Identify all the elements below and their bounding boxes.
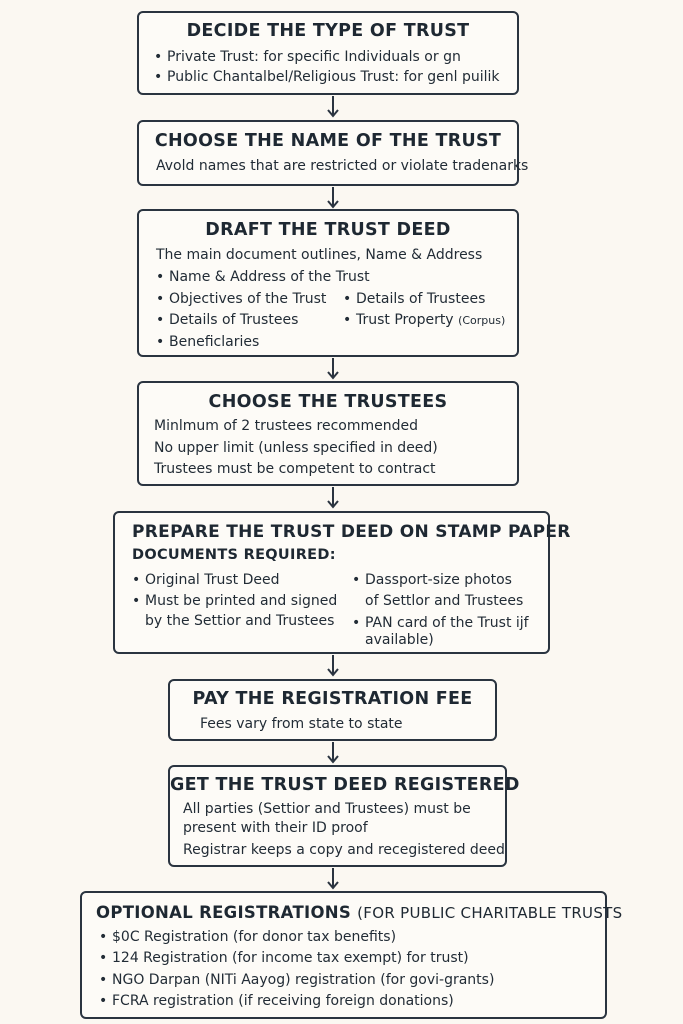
step-get-registered	[168, 765, 520, 867]
step-description: All parties (Settior and Trustees) must be	[183, 801, 471, 817]
bullet-item: • Must be printed and signed	[145, 593, 337, 609]
bullet-continuation: of Settlor and Trustees	[365, 593, 524, 609]
step-description: The main document outlines, Name & Address	[156, 247, 483, 263]
step-description: Avold names that are restricted or violate tradenarks	[156, 158, 529, 174]
step-description: present with their ID proof	[183, 820, 368, 836]
step-pay-fee	[168, 679, 497, 741]
down-arrow-icon	[325, 96, 328, 114]
documents-required-heading: DOCUMENTS REQUIRED:	[132, 547, 336, 563]
bullet-item: • NGO Darpan (NITi Aayog) registration (for govi-grants)	[112, 972, 494, 988]
bullet-item: • Details of Trustees	[356, 291, 485, 307]
down-arrow-icon	[325, 487, 328, 505]
step-description: Registrar keeps a copy and recegistered deed	[183, 842, 505, 858]
step-description: Minlmum of 2 trustees recommended	[154, 418, 418, 434]
bullet-item: • PAN card of the Trust ijf	[365, 615, 529, 631]
bullet-item	[356, 312, 505, 328]
down-arrow-icon	[325, 868, 328, 886]
bullet-note: (Corpus)	[458, 314, 506, 327]
bullet-item: • $0C Registration (for donor tax benefits)	[112, 929, 396, 945]
step-title: CHOOSE THE NAME OF THE TRUST	[154, 131, 502, 151]
step-description: No upper limit (unless specified in deed)	[154, 440, 438, 456]
step-title: DECIDE THE TYPE OF TRUST	[186, 21, 470, 41]
bullet-item: • 124 Registration (for income tax exempt) for trust)	[112, 950, 469, 966]
down-arrow-icon	[325, 742, 328, 760]
step-title: PAY THE REGISTRATION FEE	[192, 689, 473, 709]
step-decide-type	[137, 11, 519, 95]
bullet-item: • Details of Trustees	[169, 312, 298, 328]
bullet-item: • Public Chantalbel/Religious Trust: for genl puilik	[167, 69, 500, 85]
step-title: CHOOSE THE TRUSTEES	[208, 392, 448, 412]
bullet-continuation: available)	[365, 632, 434, 648]
bullet-continuation: by the Settior and Trustees	[145, 613, 335, 629]
step-title: PREPARE THE TRUST DEED ON STAMP PAPER	[132, 522, 571, 542]
bullet-text: Trust Property	[356, 312, 454, 328]
step-description: Trustees must be competent to contract	[154, 461, 436, 477]
step-title-paren: (FOR PUBLIC CHARITABLE TRUSTS	[357, 904, 623, 922]
down-arrow-icon	[325, 655, 328, 673]
down-arrow-icon	[325, 358, 328, 376]
step-choose-name	[137, 120, 529, 186]
bullet-item: • Dassport-size photos	[365, 572, 512, 588]
down-arrow-icon	[325, 187, 328, 205]
step-title: DRAFT THE TRUST DEED	[205, 220, 451, 240]
step-draft-deed	[137, 209, 519, 357]
step-optional-registrations	[80, 891, 623, 1019]
bullet-item: • Private Trust: for specific Individuals or gn	[167, 49, 461, 65]
bullet-item: • Original Trust Deed	[145, 572, 279, 588]
bullet-item: • Name & Address of the Trust	[169, 269, 370, 285]
step-title	[96, 903, 623, 922]
bullet-item: • Objectives of the Trust	[169, 291, 326, 307]
step-description: Fees vary from state to state	[200, 716, 403, 732]
bullet-item: • FCRA registration (if receiving foreign donations)	[112, 993, 454, 1009]
step-title-main: OPTIONAL REGISTRATIONS	[96, 903, 352, 922]
step-title: GET THE TRUST DEED REGISTERED	[170, 775, 520, 795]
bullet-item: • Beneficlaries	[169, 334, 259, 350]
step-choose-trustees	[137, 381, 519, 486]
step-prepare-stamp-paper	[113, 511, 571, 654]
